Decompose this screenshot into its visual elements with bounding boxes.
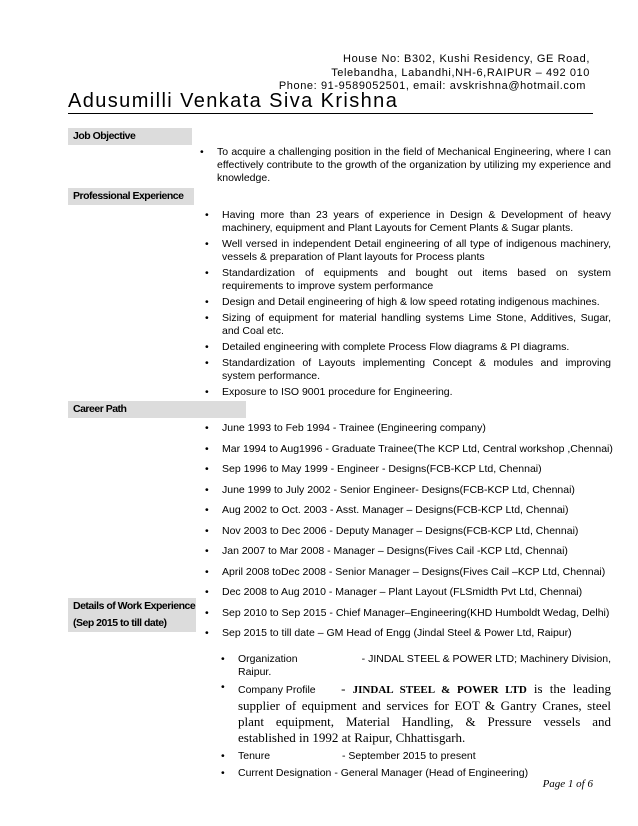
company-profile-dash: - <box>341 681 346 696</box>
bullet-icon: • <box>205 545 209 557</box>
list-item-tenure <box>218 750 611 763</box>
bullet-icon: • <box>205 627 209 639</box>
list-item: • Exposure to ISO 9001 procedure for Engineering. <box>205 386 453 398</box>
candidate-name: Adusumilli Venkata Siva Krishna <box>68 90 399 112</box>
bullet-icon: • <box>221 681 225 693</box>
bullet-icon: • <box>205 238 209 250</box>
work-experience-title: Details of Work Experience <box>73 600 196 612</box>
bullet-icon: • <box>221 750 225 762</box>
list-item: • Having more than 23 years of experience in Design & Development of heavy machinery, equipment and Plant Layouts for Cement Plants & Sugar plants. <box>205 209 611 234</box>
bullet-icon: • <box>205 422 209 434</box>
list-item: • Sizing of equipment for material handling systems Lime Stone, Additives, Sugar, and Coal etc. <box>205 312 611 337</box>
list-item: • Well versed in independent Detail engineering of all type of indigenous machinery, vessels & preparation of Plant layouts for Process plants <box>205 238 611 263</box>
bullet-icon: • <box>205 312 209 324</box>
header-rule <box>68 113 593 114</box>
section-header-professional-experience: Professional Experience <box>68 188 194 205</box>
bullet-icon: • <box>221 767 225 779</box>
bullet-icon: • <box>205 209 209 221</box>
list-item: • Design and Detail engineering of high & low speed rotating indigenous machines. <box>205 296 600 308</box>
tenure-label: Tenure <box>238 750 271 762</box>
bullet-icon: • <box>205 565 209 578</box>
organization-value: - JINDAL STEEL & POWER LTD; Machinery Division, <box>361 653 611 665</box>
list-item: • April 2008 toDec 2008 - Senior Manager – Designs(Fives Cail –KCP Ltd, Chennai) <box>205 565 606 578</box>
section-header-career-path: Career Path <box>68 401 246 418</box>
work-experience-period: (Sep 2015 to till date) <box>73 617 167 629</box>
section-header-job-objective: Job Objective <box>68 128 192 145</box>
bullet-icon: • <box>205 463 209 475</box>
designation-value: - General Manager (Head of Engineering) <box>334 767 529 779</box>
list-item: • Sep 2010 to Sep 2015 - Chief Manager–Engineering(KHD Humboldt Wedag, Delhi) <box>205 606 610 619</box>
list-item: • Jan 2007 to Mar 2008 - Manager – Designs(Fives Cail -KCP Ltd, Chennai) <box>205 545 568 557</box>
bullet-icon: • <box>205 504 209 516</box>
list-item: • Detailed engineering with complete Process Flow diagrams & PI diagrams. <box>205 341 570 353</box>
work-experience-list <box>218 653 611 780</box>
company-profile-text: is the leading supplier of equipment and services for EOT & Gantry Cranes, steel plant equipment, Material Handling, & Pressure vessels and established in 1992 at Raipur, Chhattisgarh. <box>238 681 612 745</box>
professional-experience-list <box>202 209 611 399</box>
designation-label: Current Designation <box>238 767 332 779</box>
list-item: • Standardization of equipments and bought out items based on system requirements to improve system performance <box>205 267 611 292</box>
list-item: • Mar 1994 to Aug1996 - Graduate Trainee(The KCP Ltd, Central workshop ,Chennai) <box>205 442 613 455</box>
bullet-icon: • <box>205 267 209 279</box>
list-item-company-profile <box>218 681 611 746</box>
contact-line: Phone: 91-9589052501, email: avskrishna@hotmail.com <box>278 80 586 92</box>
list-item: • Standardization of Layouts implementing Concept & modules and improving system performance. <box>205 357 611 382</box>
list-item: • June 1999 to July 2002 - Senior Engineer- Designs(FCB-KCP Ltd, Chennai) <box>205 483 575 496</box>
list-item: • Dec 2008 to Aug 2010 - Manager – Plant Layout (FLSmidth Pvt Ltd, Chennai) <box>205 586 583 598</box>
bullet-icon: • <box>205 606 209 619</box>
list-item-organization <box>218 653 611 679</box>
address-line-1: House No: B302, Kushi Residency, GE Road, <box>343 53 590 65</box>
company-name: JINDAL STEEL & POWER LTD <box>352 684 527 696</box>
company-profile-label: Company Profile <box>238 684 316 696</box>
organization-value-cont: Raipur. <box>238 666 272 678</box>
bullet-icon: • <box>200 146 204 158</box>
list-item: • Aug 2002 to Oct. 2003 - Asst. Manager – Designs(FCB-KCP Ltd, Chennai) <box>205 504 569 516</box>
job-objective-list <box>197 146 611 185</box>
bullet-icon: • <box>205 357 209 369</box>
list-item: • June 1993 to Feb 1994 - Trainee (Engineering company) <box>205 422 486 434</box>
bullet-icon: • <box>205 524 209 537</box>
career-path-list <box>202 422 617 648</box>
list-item: • Nov 2003 to Dec 2006 - Deputy Manager – Designs(FCB-KCP Ltd, Chennai) <box>205 524 579 537</box>
bullet-icon: • <box>205 386 209 398</box>
list-item: • Sep 2015 to till date – GM Head of Engg (Jindal Steel & Power Ltd, Raipur) <box>205 627 572 639</box>
bullet-icon: • <box>205 341 209 353</box>
list-item: • Sep 1996 to May 1999 - Engineer - Designs(FCB-KCP Ltd, Chennai) <box>205 463 542 475</box>
bullet-icon: • <box>205 442 209 455</box>
bullet-icon: • <box>205 296 209 308</box>
section-header-work-experience <box>68 598 196 632</box>
organization-label: Organization <box>238 653 298 665</box>
list-item: • To acquire a challenging position in the field of Mechanical Engineering, where I can effectively contribute to the growth of the organization by utilizing my experience and knowledge. <box>200 146 611 184</box>
bullet-icon: • <box>221 653 225 665</box>
tenure-value: - September 2015 to present <box>342 750 476 762</box>
bullet-icon: • <box>205 483 209 496</box>
page-number: Page 1 of 6 <box>542 778 593 790</box>
address-line-2: Telebandha, Labandhi,NH-6,RAIPUR – 492 010 <box>331 67 590 79</box>
bullet-icon: • <box>205 586 209 598</box>
